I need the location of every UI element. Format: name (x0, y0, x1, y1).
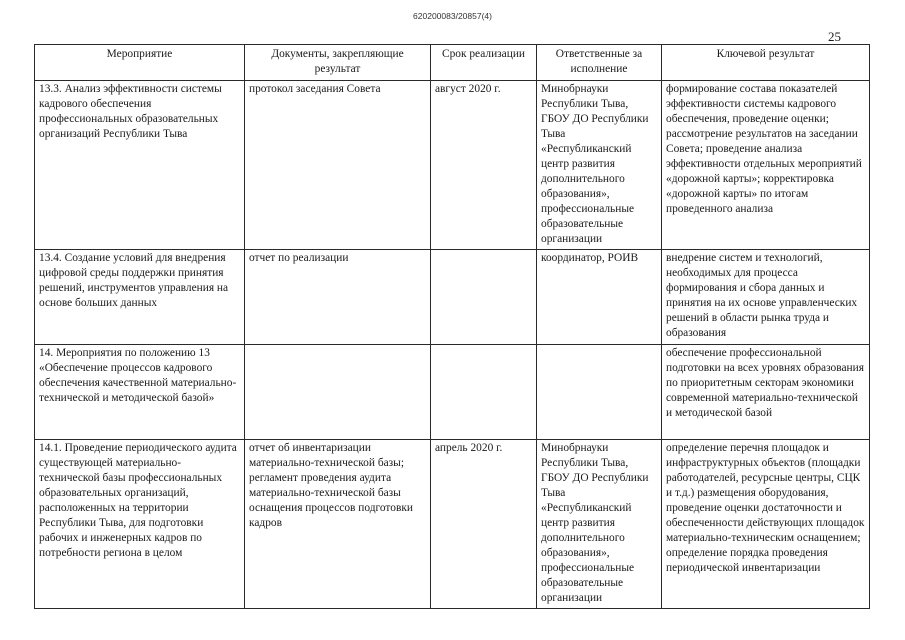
header-deadline: Срок реализации (431, 45, 537, 81)
cell-deadline (431, 250, 537, 345)
cell-event: 14.1. Проведение периодического аудита существующей материально-технической базы профессиональных образовательных организаций, расположенных на территории Республики Тыва, для подготовки рабочих и инженерных кадров по потребности региона в целом (35, 440, 245, 609)
cell-responsible (537, 345, 662, 440)
cell-documents: отчет об инвентаризации материально-технической базы; регламент проведения аудита материально-технической базы оснащения процессов подготовки кадров (245, 440, 431, 609)
table-row (35, 345, 870, 440)
page-number: 25 (828, 29, 841, 44)
table-row (35, 81, 870, 250)
document-stamp: 620200083/20857(4) (413, 11, 492, 21)
cell-result: внедрение систем и технологий, необходимых для процесса формирования и сбора данных и принятия на их основе управленческих решений в области рынка труда и образования (662, 250, 870, 345)
cell-deadline: август 2020 г. (431, 81, 537, 250)
header-documents: Документы, закрепляющие результат (245, 45, 431, 81)
cell-deadline: апрель 2020 г. (431, 440, 537, 609)
cell-documents: протокол заседания Совета (245, 81, 431, 250)
cell-event: 14. Мероприятия по положению 13 «Обеспечение процессов кадрового обеспечения качественной материально-технической и методической базой» (35, 345, 245, 440)
table-row (35, 440, 870, 609)
header-event: Мероприятие (35, 45, 245, 81)
header-result: Ключевой результат (662, 45, 870, 81)
cell-event: 13.4. Создание условий для внедрения цифровой среды поддержки принятия решений, инструментов управления на основе больших данных (35, 250, 245, 345)
cell-documents (245, 345, 431, 440)
measures-table (34, 44, 870, 609)
cell-responsible: Минобрнауки Республики Тыва, ГБОУ ДО Республики Тыва «Республиканский центр развития дополнительного образования», профессиональные образовательные организации (537, 440, 662, 609)
cell-result: формирование состава показателей эффективности системы кадрового обеспечения, проведение оценки; рассмотрение результатов на заседании Совета; проведение анализа эффективности отдельных мероприятий «дорожной карты»; корректировка «дорожной карты» по итогам проведенного анализа (662, 81, 870, 250)
cell-result: обеспечение профессиональной подготовки на всех уровнях образования по приоритетным секторам экономики современной материально-технической и методической базой (662, 345, 870, 440)
cell-event: 13.3. Анализ эффективности системы кадрового обеспечения профессиональных образовательных организаций Республики Тыва (35, 81, 245, 250)
table-row (35, 250, 870, 345)
table-header-row (35, 45, 870, 81)
cell-documents: отчет по реализации (245, 250, 431, 345)
cell-result: определение перечня площадок и инфраструктурных объектов (площадки работодателей, ресурсные центры, СЦК и т.д.) размещения оборудования, проведение оценки достаточности и обеспеченности действующих площадок материально-техническим оснащением; определение порядка проведения периодической инвентаризации (662, 440, 870, 609)
cell-responsible: координатор, РОИВ (537, 250, 662, 345)
header-responsible: Ответственные за исполнение (537, 45, 662, 81)
cell-deadline (431, 345, 537, 440)
cell-responsible: Минобрнауки Республики Тыва, ГБОУ ДО Республики Тыва «Республиканский центр развития дополнительного образования», профессиональные образовательные организации (537, 81, 662, 250)
